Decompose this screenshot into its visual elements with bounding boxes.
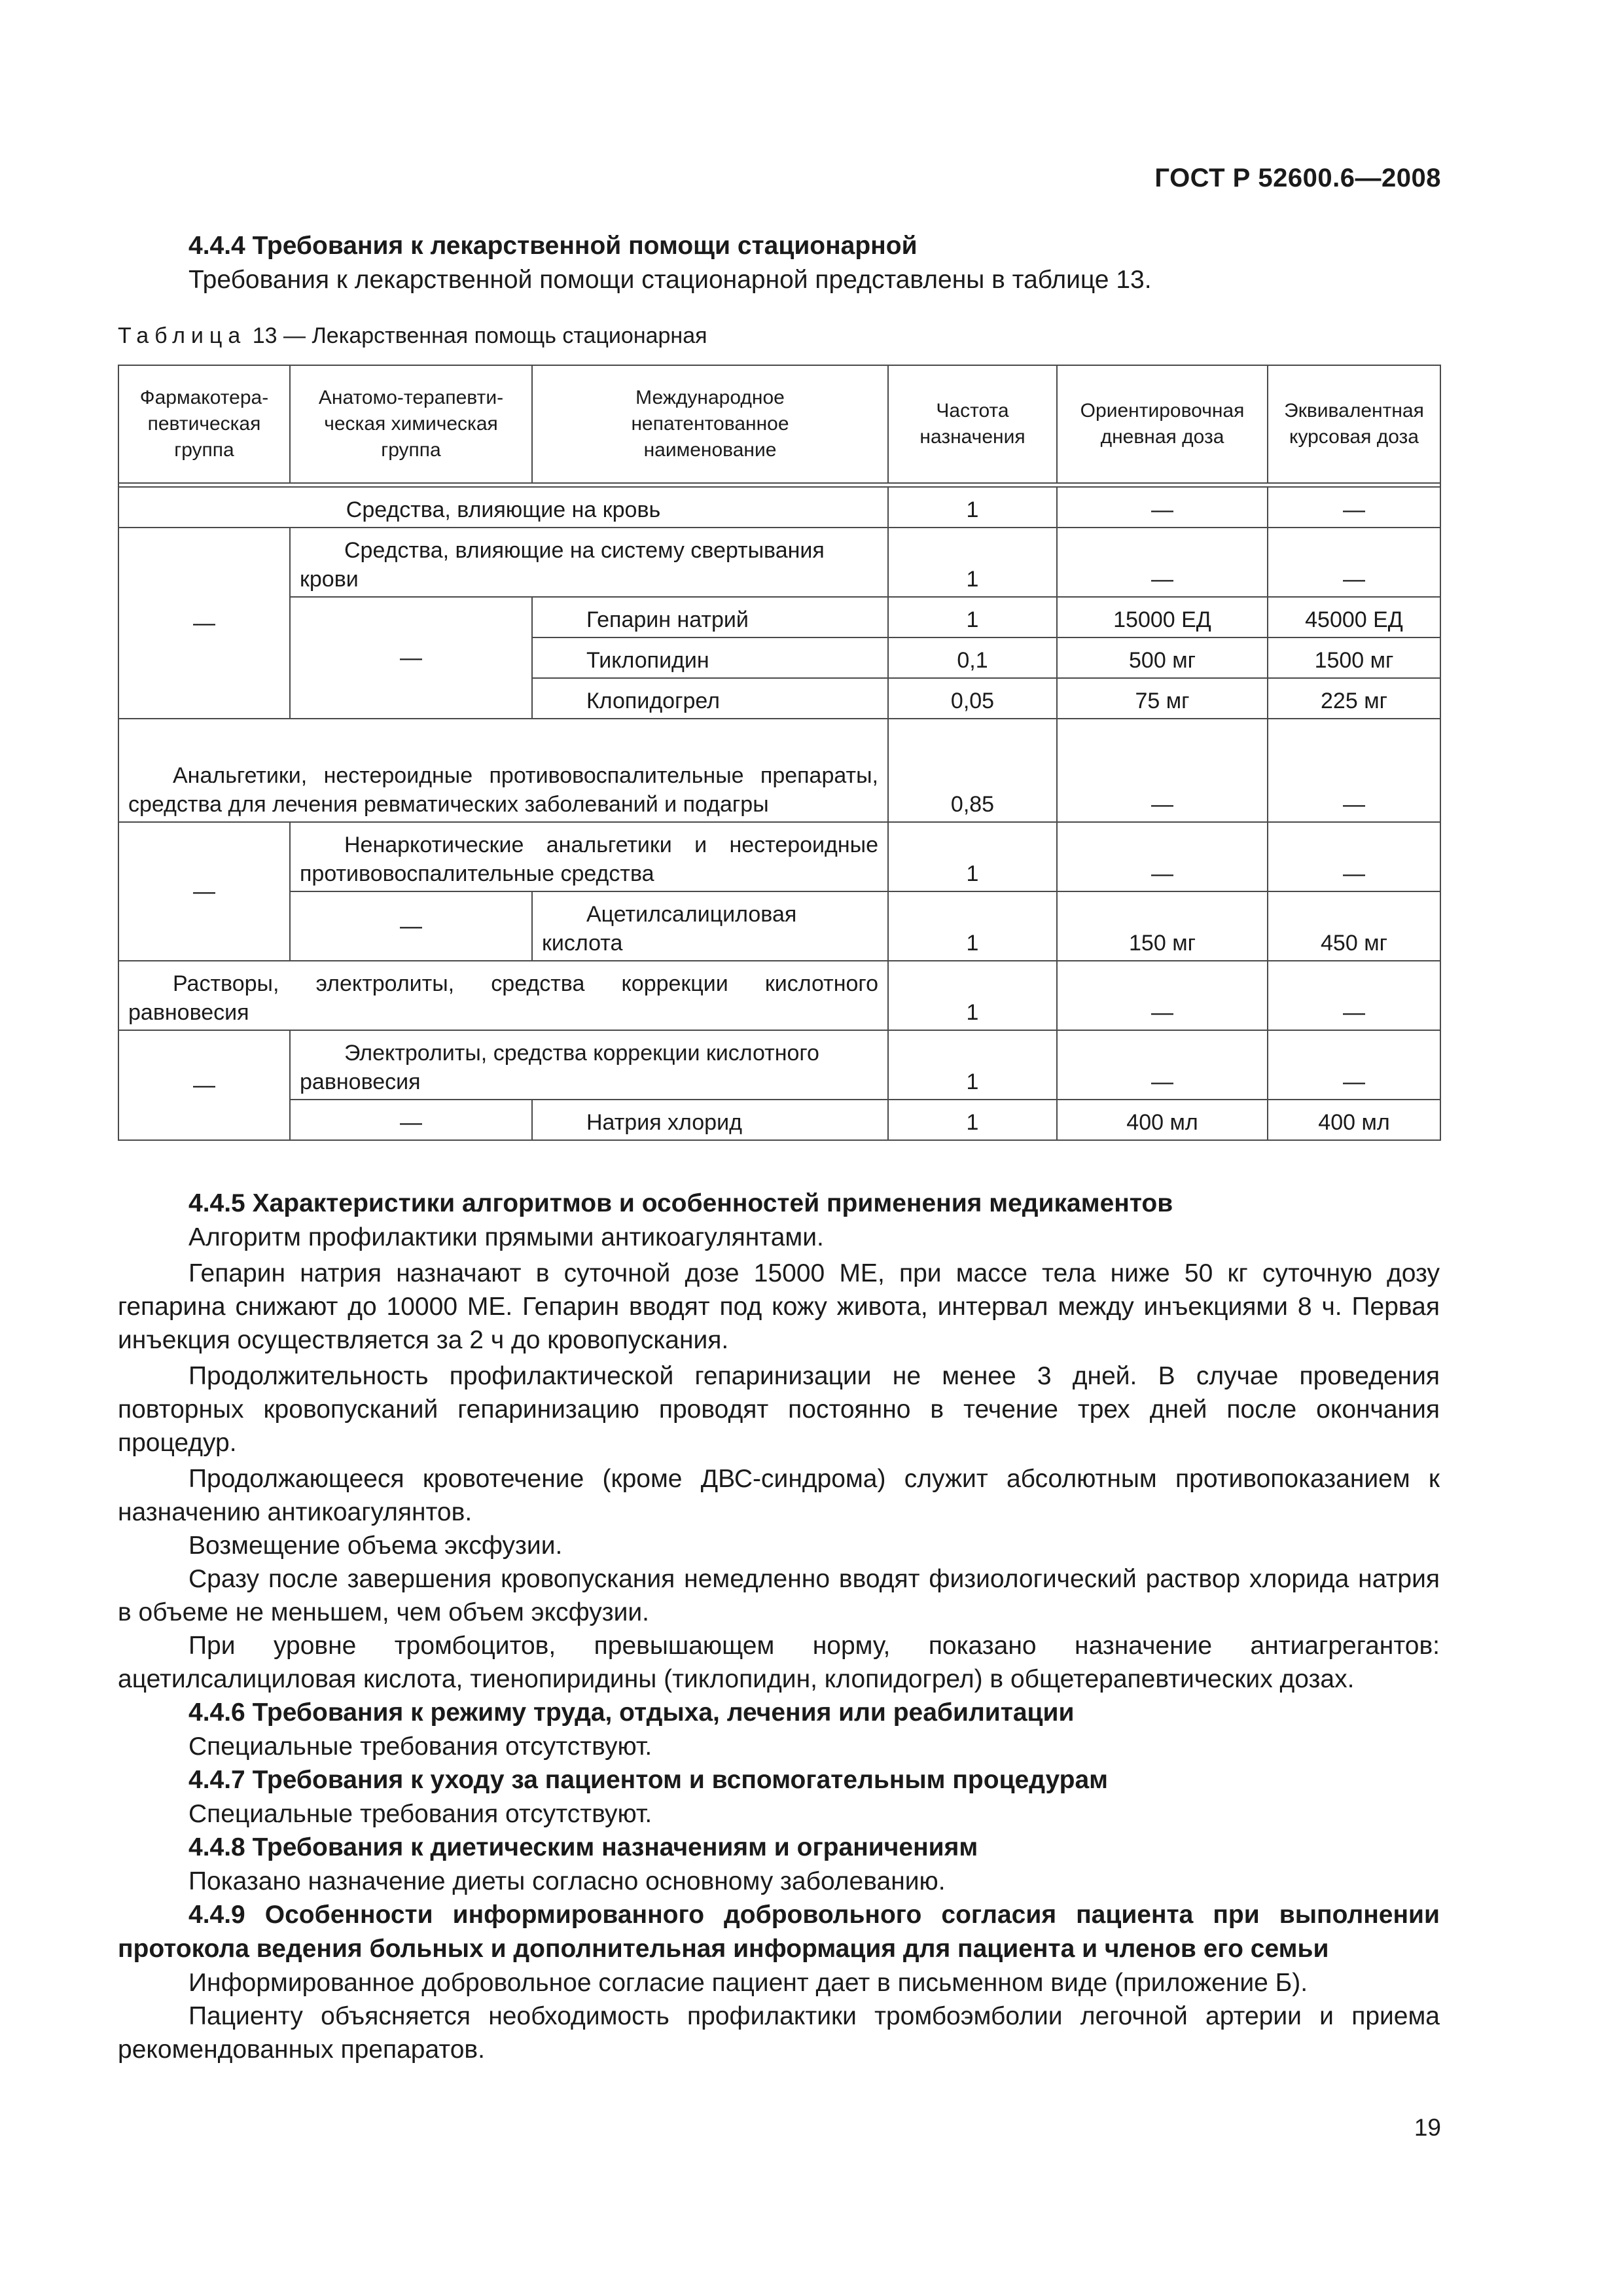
frequency-cell: 0,1 [888, 637, 1057, 678]
header-inn: Международное непатентованное наименование [532, 365, 888, 483]
paragraph: Продолжающееся кровотечение (кроме ДВС-синдрома) служит абсолютным противопоказанием к назначению антикоагулянтов. [118, 1465, 1440, 1526]
header-frequency: Частота назначения [888, 365, 1057, 483]
table-row [118, 597, 1440, 637]
frequency-cell: 0,85 [888, 719, 1057, 822]
paragraph: При уровне тромбоцитов, превышающем норму, показано назначение антиагрегантов: ацетилсалициловая кислота, тиенопиридины (тиклопидин, клопидогрел) в общетерапевтических дозах. [118, 1632, 1440, 1693]
daily-dose-cell: — [1057, 719, 1268, 822]
course-dose-cell: — [1268, 487, 1440, 528]
drug-name-cell: Клопидогрел [532, 678, 888, 719]
table-13-caption [118, 323, 1440, 349]
section-4-4-6-title: 4.4.6 Требования к режиму труда, отдыха, лечения или реабилитации [188, 1698, 1075, 1727]
table-header-row [118, 365, 1440, 483]
paragraph: Алгоритм профилактики прямыми антикоагулянтами. [188, 1223, 824, 1251]
table-row [118, 961, 1440, 1030]
section-4-4-8-title: 4.4.8 Требования к диетическим назначениям и ограничениям [188, 1833, 978, 1861]
header-course-dose: Эквивалентная курсовая доза [1268, 365, 1440, 483]
page-number: 19 [1414, 2114, 1441, 2141]
table-row [118, 1100, 1440, 1140]
drug-name-cell: Ацетилсалициловая кислота [532, 891, 888, 961]
section-4-4-5-title: 4.4.5 Характеристики алгоритмов и особенностей применения медикаментов [188, 1189, 1173, 1217]
dash-cell: — [118, 528, 290, 719]
header-pharmacotherapeutic-group: Фармакотера- певтическая группа [118, 365, 290, 483]
table-row [118, 891, 1440, 961]
daily-dose-cell: 150 мг [1057, 891, 1268, 961]
paragraph: Специальные требования отсутствуют. [188, 1732, 652, 1761]
paragraph: Гепарин натрия назначают в суточной дозе 15000 МЕ, при массе тела ниже 50 кг суточную дозу гепарина снижают до 10000 МЕ. Гепарин вводят под кожу живота, интервал между инъекциями 8 ч. Первая инъекция осуществляется за 2 ч до кровопускания. [118, 1259, 1440, 1354]
header-daily-dose: Ориентировочная дневная доза [1057, 365, 1268, 483]
daily-dose-cell: 75 мг [1057, 678, 1268, 719]
spacer [118, 1141, 1440, 1187]
subgroup-label: Электролиты, средства коррекции кислотного равновесия [290, 1030, 888, 1100]
frequency-cell: 1 [888, 822, 1057, 891]
paragraph: Возмещение объема эксфузии. [188, 1532, 563, 1560]
table-row [118, 822, 1440, 891]
course-dose-cell: — [1268, 528, 1440, 597]
course-dose-cell: 225 мг [1268, 678, 1440, 719]
frequency-cell: 1 [888, 1030, 1057, 1100]
dash-cell: — [290, 1100, 532, 1140]
frequency-cell: 1 [888, 891, 1057, 961]
table-13 [118, 365, 1441, 1141]
daily-dose-cell: 15000 ЕД [1057, 597, 1268, 637]
dash-cell: — [118, 1030, 290, 1140]
paragraph: Показано назначение диеты согласно основному заболеванию. [188, 1867, 946, 1895]
section-4-4-7-title: 4.4.7 Требования к уходу за пациентом и вспомогательным процедурам [188, 1766, 1109, 1794]
header-atc-group: Анатомо-терапевти- ческая химическая группа [290, 365, 532, 483]
group-label: Средства, влияющие на кровь [118, 487, 888, 528]
course-dose-cell: 400 мл [1268, 1100, 1440, 1140]
section-4-4-9-title: 4.4.9 Особенности информированного добровольного согласия пациента при выполнении протокола ведения больных и дополнительная информация для пациента и членов его семьи [118, 1901, 1440, 1963]
frequency-cell: 1 [888, 961, 1057, 1030]
page-content [118, 229, 1440, 2066]
section-4-4-4-title: 4.4.4 Требования к лекарственной помощи стационарной [188, 232, 918, 260]
course-dose-cell: — [1268, 961, 1440, 1030]
document-code: ГОСТ Р 52600.6—2008 [1154, 164, 1441, 192]
daily-dose-cell: — [1057, 528, 1268, 597]
dash-cell: — [290, 891, 532, 961]
course-dose-cell: — [1268, 1030, 1440, 1100]
frequency-cell: 0,05 [888, 678, 1057, 719]
frequency-cell: 1 [888, 597, 1057, 637]
daily-dose-cell: — [1057, 487, 1268, 528]
table-caption-title: 13 — Лекарственная помощь стационарная [246, 323, 707, 348]
frequency-cell: 1 [888, 1100, 1057, 1140]
group-label: Анальгетики, нестероидные противовоспалительные препараты, средства для лечения ревматических заболеваний и подагры [118, 719, 888, 822]
course-dose-cell: — [1268, 719, 1440, 822]
subgroup-label: Ненаркотические анальгетики и нестероидные противовоспалительные средства [290, 822, 888, 891]
daily-dose-cell: — [1057, 961, 1268, 1030]
subgroup-label: Средства, влияющие на систему свертывания крови [290, 528, 888, 597]
drug-name-cell: Натрия хлорид [532, 1100, 888, 1140]
paragraph: Сразу после завершения кровопускания немедленно вводят физиологический раствор хлорида натрия в объеме не меньшем, чем объем эксфузии. [118, 1565, 1440, 1626]
section-4-4-4-text: Требования к лекарственной помощи стационарной представлены в таблице 13. [188, 266, 1152, 294]
paragraph: Специальные требования отсутствуют. [188, 1800, 652, 1828]
table-row [118, 528, 1440, 597]
daily-dose-cell: 500 мг [1057, 637, 1268, 678]
drug-name-cell: Гепарин натрий [532, 597, 888, 637]
dash-cell: — [290, 597, 532, 719]
course-dose-cell: 1500 мг [1268, 637, 1440, 678]
course-dose-cell: 45000 ЕД [1268, 597, 1440, 637]
drug-name-cell: Тиклопидин [532, 637, 888, 678]
paragraph: Пациенту объясняется необходимость профилактики тромбоэмболии легочной артерии и приема рекомендованных препаратов. [118, 2002, 1440, 2064]
dash-cell: — [118, 822, 290, 961]
group-label: Растворы, электролиты, средства коррекции кислотного равновесия [118, 961, 888, 1030]
table-row [118, 719, 1440, 822]
course-dose-cell: 450 мг [1268, 891, 1440, 961]
paragraph: Продолжительность профилактической гепаринизации не менее 3 дней. В случае проведения повторных кровопусканий гепаринизацию проводят постоянно в течение трех дней после окончания процедур. [118, 1362, 1440, 1457]
frequency-cell: 1 [888, 528, 1057, 597]
daily-dose-cell: — [1057, 1030, 1268, 1100]
frequency-cell: 1 [888, 487, 1057, 528]
table-row [118, 1030, 1440, 1100]
table-caption-word: Таблица [118, 323, 247, 348]
table-row [118, 487, 1440, 528]
course-dose-cell: — [1268, 822, 1440, 891]
paragraph: Информированное добровольное согласие пациент дает в письменном виде (приложение Б). [188, 1969, 1308, 1997]
daily-dose-cell: — [1057, 822, 1268, 891]
daily-dose-cell: 400 мл [1057, 1100, 1268, 1140]
